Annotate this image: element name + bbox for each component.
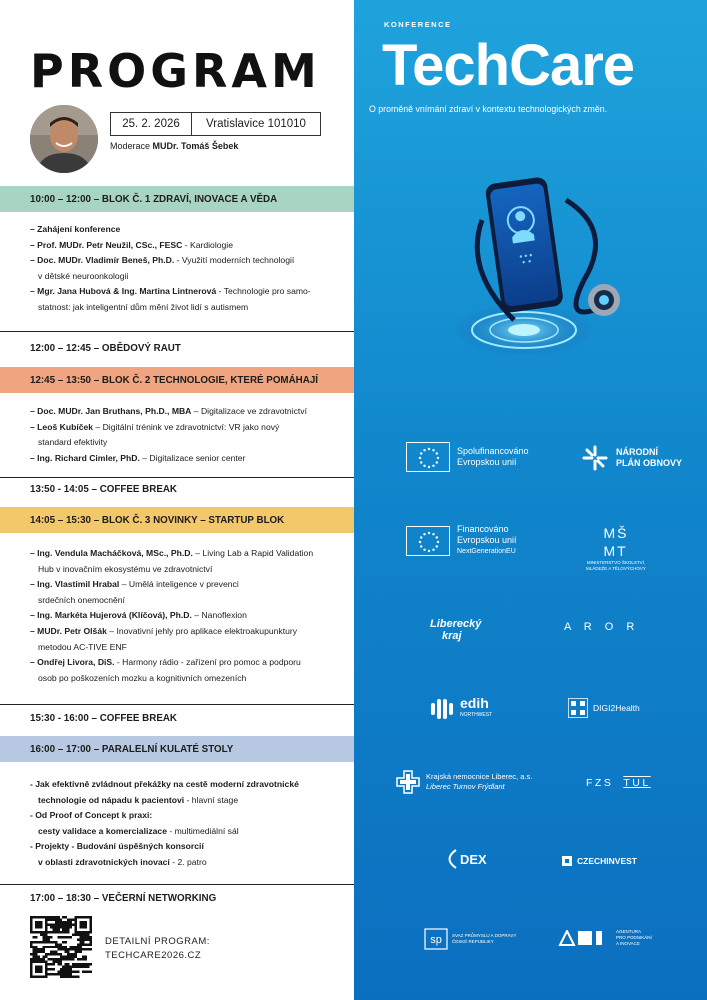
program-item-continuation: v oblasti zdravotnických inovací - 2. patro — [38, 856, 207, 867]
npo-star-icon — [580, 443, 610, 473]
czechinvest-logo: CZECHINVEST — [560, 854, 637, 868]
digi2health-logo: DIGI2Health — [568, 698, 640, 718]
svaz-prumyslu-logo: sp SVAZ PRŮMYSLU A DOPRAVY ČESKÉ REPUBLIKY — [424, 928, 516, 950]
program-item: – Doc. MUDr. Jan Bruthans, Ph.D., MBA – Digitalizace ve zdravotnictví — [30, 406, 307, 416]
block-4-heading: 16:00 – 17:00 – PARALELNÍ KULATÉ STOLY — [0, 736, 354, 762]
sp-mark-icon — [424, 928, 448, 950]
msmt-logo: MŠ MT MINISTERSTVO ŠKOLSTVÍ, MLÁDEŽE A TĚLOVÝCHOVY — [586, 525, 646, 571]
program-item: – Doc. MUDr. Vladimír Beneš, Ph.D. - Využití moderních technologií v dětské neuroonkologii — [30, 255, 295, 281]
block-2-heading: 12:45 – 13:50 – BLOK Č. 2 TECHNOLOGIE, KTERÉ POMÁHAJÍ — [0, 367, 354, 393]
medical-cross-icon — [396, 770, 420, 794]
networking: 17:00 – 18:30 – VEČERNÍ NETWORKING — [30, 893, 217, 904]
brand-column — [354, 0, 707, 1000]
divider — [0, 331, 354, 332]
divider — [0, 704, 354, 705]
czechinvest-mark-icon — [560, 854, 574, 868]
svg-text:sp: sp — [430, 934, 442, 946]
lunch-break: 12:00 – 12:45 – OBĚDOVÝ RAUT — [30, 343, 181, 354]
block-3-heading: 14:05 – 15:30 – BLOK Č. 3 NOVINKY – STARTUP BLOK — [0, 507, 354, 533]
edih-logo: edih NORTHWEST — [430, 696, 492, 721]
digi-grid-icon — [568, 698, 588, 718]
npo-logo: NÁRODNÍ PLÁN OBNOVY — [580, 443, 682, 473]
moderator-line: Moderace MUDr. Tomáš Šebek — [110, 141, 239, 151]
program-item: - Od Proof of Concept k praxi: cesty validace a komercializace - multimediální sál — [30, 808, 348, 839]
eu-cofunded-logo: Spolufinancováno Evropskou unií — [406, 442, 529, 472]
edih-bars-icon — [430, 698, 456, 720]
block-4-list — [30, 777, 348, 871]
phone-stethoscope-illustration — [444, 160, 634, 370]
api-agency-logo: AGENTURA PRO PODNIKÁNÍ A INOVACE — [558, 929, 652, 947]
msmt-mark-icon: MŠ MT — [603, 525, 629, 559]
tagline: O proměně vnímání zdraví v kontextu technologických změn. — [369, 104, 608, 114]
program-item: – Ing. Vlastimil Hrabal – Umělá inteligence v prevenci srdečních onemocnění — [30, 579, 239, 605]
aror-logo: A R O R — [564, 621, 640, 633]
coffee-break-2: 15:30 - 16:00 – COFFEE BREAK — [30, 713, 178, 724]
program-item: – Ing. Markéta Hujerová (Klíčová), Ph.D. – Nanoflexion — [30, 610, 247, 621]
program-item: – MUDr. Petr Olšák – Inovativní jehly pro aplikace elektroakupunktury metodou AC-TIVE ENF — [30, 625, 298, 652]
block-1-heading: 10:00 – 12:00 – BLOK Č. 1 ZDRAVÍ, INOVACE A VĚDA — [0, 186, 354, 212]
api-mark-icon — [558, 930, 612, 946]
block-1-list — [30, 222, 348, 316]
eu-funded-logo: Financováno Evropskou unií NextGenerationEU — [406, 524, 517, 557]
program-title: PROGRAM — [30, 44, 321, 98]
fzs-tul-logo: FZS TUL — [586, 777, 651, 789]
event-venue: Vratislavice 101010 — [191, 112, 321, 136]
program-item: – Leoš Kubíček – Digitální trénink ve zdravotnictví: VR jako nový standard efektivity — [30, 421, 280, 448]
eu-flag-icon — [406, 442, 450, 472]
eu-flag-icon — [406, 526, 450, 556]
program-item: – Prof. MUDr. Petr Neužil, CSc., FESC - Kardiologie — [30, 239, 233, 250]
divider — [0, 477, 354, 478]
block-2-list — [30, 404, 348, 466]
program-item: – Ing. Vendula Macháčková, MSc., Ph.D. – Living Lab a Rapid Validation Hub v inovačním ekosystému ve zdravotnictví — [30, 548, 314, 574]
brand-logo: TechCare — [382, 33, 635, 98]
dex-logo: DEX — [442, 848, 487, 870]
program-item: - Projekty - Budování úspěšných konsorcií v oblasti zdravotnických inovací - 2. patro — [30, 839, 348, 870]
conference-kicker: KONFERENCE — [384, 20, 452, 29]
dex-swoosh-icon — [442, 848, 460, 870]
divider — [0, 884, 354, 885]
event-date: 25. 2. 2026 — [110, 112, 192, 136]
qr-code-icon[interactable] — [30, 916, 92, 978]
program-item: – Ing. Richard Cimler, PhD. – Digitalizace senior center — [30, 452, 246, 463]
program-item: - Jak efektivně zvládnout překážky na cestě moderní zdravotnické technologie od nápadu k pacientovi - hlavní stage — [30, 777, 348, 808]
program-item-continuation: cesty validace a komercializace - multimediální sál — [38, 825, 239, 836]
detail-program-link[interactable]: DETAILNÍ PROGRAM: TECHCARE2026.CZ — [105, 936, 210, 961]
program-item: – Ondřej Livora, DiS. - Harmony rádio - zařízení pro pomoc a podporu osob po poškozeních mozku a kognitivních omezeních — [30, 657, 301, 683]
program-item: – Zahájení konference — [30, 224, 121, 234]
moderator-avatar — [30, 105, 98, 173]
coffee-break-1: 13:50 - 14:05 – COFFEE BREAK — [30, 484, 178, 495]
program-item-continuation: technologie od nápadu k pacientovi - hlavní stage — [38, 794, 239, 805]
liberecky-kraj-logo: Liberecký kraj — [430, 618, 482, 642]
program-item: – Mgr. Jana Hubová & Ing. Martina Lintnerová - Technologie pro samo- statnost: jak inteligentní dům mění život lidí s autismem — [30, 286, 311, 312]
krajska-nemocnice-logo: Krajská nemocnice Liberec, a.s. Liberec Turnov Frýdlant — [396, 770, 532, 794]
block-3-list — [30, 546, 348, 686]
